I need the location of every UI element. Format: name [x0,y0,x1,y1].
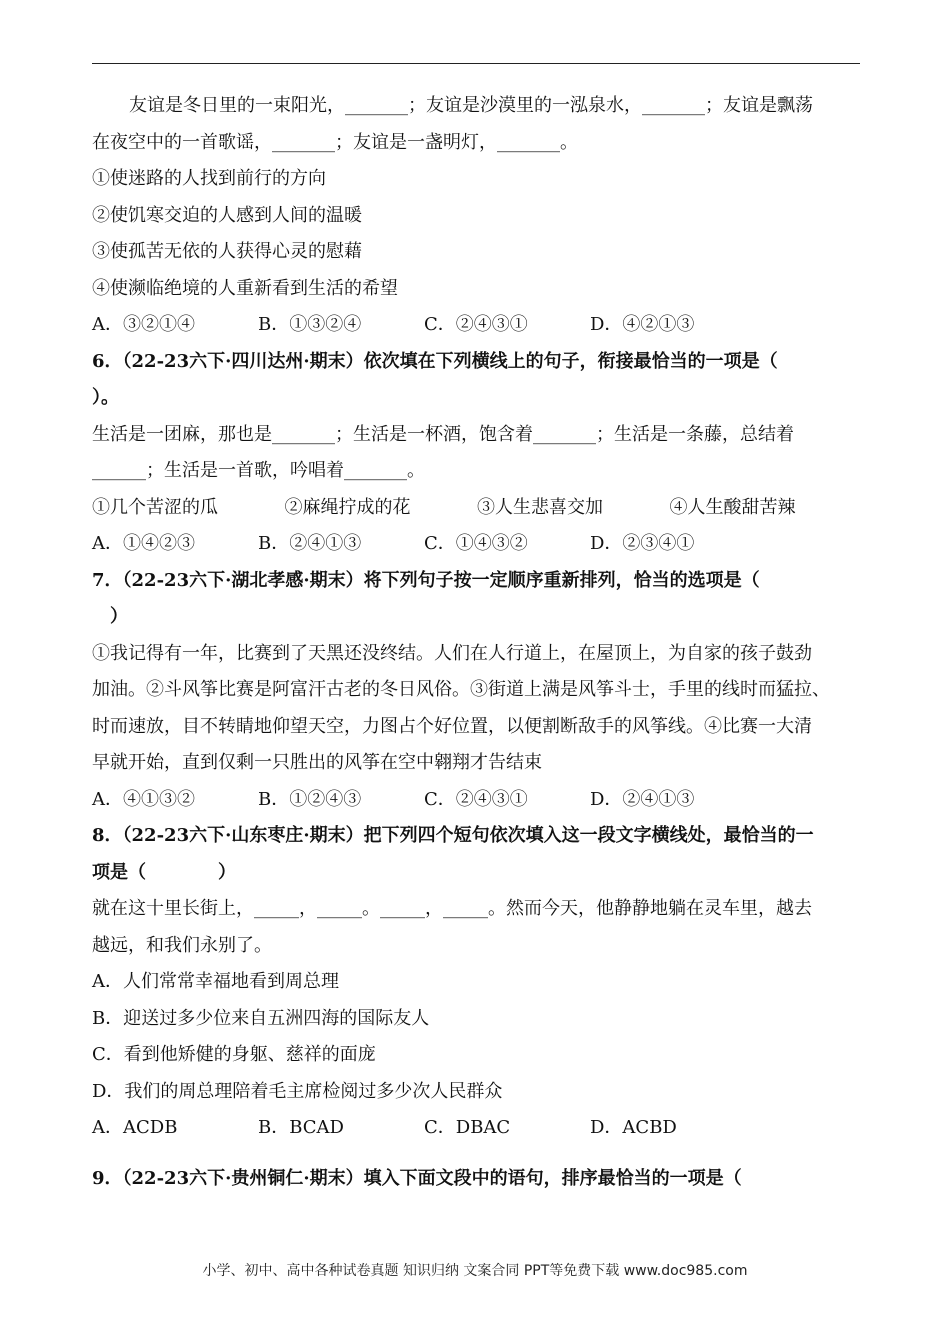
q5-item-2: ②使饥寒交迫的人感到人间的温暖 [92,204,362,226]
q7-text-line-3: 时而速放，目不转睛地仰望天空，力图占个好位置，以便割断敌手的风筝线。④比赛一大清 [92,715,812,737]
q6-option-a: A．①④②③ [92,533,195,554]
q6-option-d: D．②③④① [590,533,695,554]
q5-option-d: D．④②①③ [590,314,695,335]
q9-title-line-1: 9．（22-23六下·贵州铜仁·期末）填入下面文段中的语句，排序最恰当的一项是（ [92,1167,742,1189]
q8-option-d: D．ACBD [590,1117,677,1138]
q6-item-4: ④人生酸甜苦辣 [669,496,796,518]
header-rule [92,63,860,64]
q8-item-d: D．我们的周总理陪着毛主席检阅过多少次人民群众 [92,1080,503,1102]
q6-item-1: ①几个苦涩的瓜 [92,496,218,518]
q7-option-a: A．④①③② [92,788,195,810]
q6-item-2: ②麻绳拧成的花 [284,496,411,518]
q6-option-c: C．①④③② [424,533,528,554]
q5-option-c: C．②④③① [424,314,528,335]
q6-option-b: B．②④①③ [258,533,362,554]
page-footer: 小学、初中、高中各种试卷真题 知识归纳 文案合同 PPT等免费下载 www.doc985.com [202,1263,748,1279]
q6-stem-line-2: ______；生活是一首歌，吟唱着_______。 [92,460,425,481]
q8-item-b: B．迎送过多少位来自五洲四海的国际友人 [92,1007,430,1029]
q5-options [92,307,862,344]
q6-item-3: ③人生悲喜交加 [477,496,603,518]
q8-options [92,1110,862,1147]
q5-item-1: ①使迷路的人找到前行的方向 [92,168,326,189]
q7-title-line-2: ） [110,606,128,627]
q5-item-4: ④使濒临绝境的人重新看到生活的希望 [92,277,398,299]
q6-stem-line-1: 生活是一团麻，那也是_______；生活是一杯酒，饱含着_______；生活是一条藤，总结着 [92,423,794,445]
q8-option-a: A．ACDB [92,1117,178,1138]
q7-option-d: D．②④①③ [590,788,695,810]
q7-option-b: B．①②④③ [258,788,362,810]
q8-title-line-1: 8．（22-23六下·山东枣庄·期末）把下列四个短句依次填入这一段文字横线处，最恰当的一 [92,825,814,846]
q8-item-c: C．看到他矫健的身躯、慈祥的面庞 [92,1044,376,1065]
q6-options [92,526,862,563]
q7-text-line-4: 早就开始，直到仅剩一只胜出的风筝在空中翱翔才告结束 [92,752,542,773]
q8-option-b: B．BCAD [258,1117,344,1138]
q8-stem-line-2: 越远，和我们永别了。 [92,934,272,956]
q8-option-c: C．DBAC [424,1117,511,1138]
q6-title-line-2: ）。 [92,387,119,408]
q5-stem-line-1: 友谊是冬日里的一束阳光，_______；友谊是沙漠里的一泓泉水，_______；友谊是飘荡 [129,95,813,116]
q5-item-3: ③使孤苦无依的人获得心灵的慰藉 [92,241,362,262]
q7-options [92,782,862,819]
q8-title-line-2: 项是（ ） [92,861,236,883]
q5-option-b: B．①③②④ [258,314,362,335]
q8-stem-line-1: 就在这十里长街上，_____，_____。_____，_____。然而今天，他静静地躺在灵车里，越去 [92,898,812,919]
q7-option-c: C．②④③① [424,788,528,810]
q5-stem-line-2: 在夜空中的一首歌谣，_______；友谊是一盏明灯，_______。 [92,131,578,153]
q6-items [92,490,862,527]
q7-title-line-1: 7．（22-23六下·湖北孝感·期末）将下列句子按一定顺序重新排列，恰当的选项是（ [92,569,760,591]
q8-item-a: A．人们常常幸福地看到周总理 [92,971,339,992]
q6-title-line-1: 6．（22-23六下·四川达州·期末）依次填在下列横线上的句子，衔接最恰当的一项是（ [92,350,778,372]
q7-text-line-1: ①我记得有一年，比赛到了天黑还没终结。人们在人行道上，在屋顶上，为自家的孩子鼓劲 [92,642,812,664]
q7-text-line-2: 加油。②斗风筝比赛是阿富汗古老的冬日风俗。③街道上满是风筝斗士，手里的线时而猛拉、 [92,679,830,700]
document-page [92,88,862,1197]
q5-option-a: A．③②①④ [92,314,195,335]
